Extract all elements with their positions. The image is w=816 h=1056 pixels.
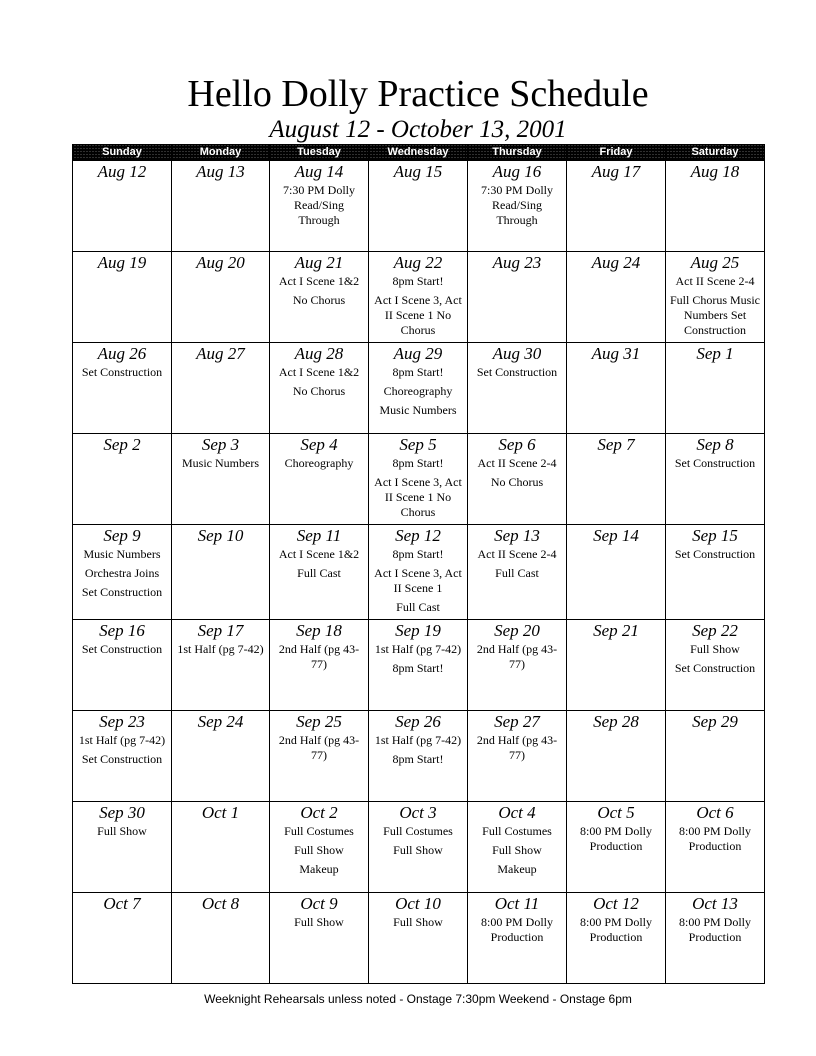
day-event: 1st Half (pg 7-42) — [78, 733, 166, 747]
day-event: 8pm Start! — [392, 752, 444, 766]
day-cell — [666, 802, 765, 893]
day-event: Full Chorus Music Numbers Set Construction — [669, 293, 760, 337]
day-event: Act I Scene 3, Act II Scene 1 No Chorus — [374, 475, 462, 519]
day-date: Sep 29 — [692, 712, 738, 731]
day-date: Sep 11 — [296, 526, 342, 545]
day-date: Oct 3 — [399, 803, 437, 822]
day-cell — [468, 711, 567, 802]
day-cell — [567, 252, 666, 343]
day-date: Aug 31 — [591, 344, 641, 363]
day-event: 8:00 PM Dolly Production — [678, 824, 751, 853]
day-event: Set Construction — [476, 365, 558, 379]
day-event: Choreography — [284, 456, 354, 470]
day-date: Sep 25 — [296, 712, 342, 731]
weekday-header: Monday — [172, 144, 270, 161]
day-date: Aug 29 — [393, 344, 443, 363]
day-date: Sep 8 — [696, 435, 734, 454]
day-cell — [172, 434, 270, 525]
day-cell — [270, 343, 369, 434]
day-cell — [666, 343, 765, 434]
day-date: Sep 30 — [99, 803, 145, 822]
day-date: Sep 7 — [597, 435, 635, 454]
day-date: Sep 26 — [395, 712, 441, 731]
day-date: Sep 1 — [696, 344, 734, 363]
day-cell — [369, 161, 468, 252]
day-cell — [270, 711, 369, 802]
day-event: Full Costumes — [383, 824, 453, 838]
day-date: Aug 17 — [591, 162, 641, 181]
day-date: Aug 18 — [690, 162, 740, 181]
day-event: Full Show — [690, 642, 740, 656]
day-event: 8pm Start! — [392, 274, 444, 288]
week-row — [73, 161, 765, 252]
day-event: 8:00 PM Dolly Production — [579, 824, 652, 853]
day-cell — [369, 620, 468, 711]
day-cell — [172, 343, 270, 434]
day-event: 2nd Half (pg 43-77) — [476, 733, 558, 762]
day-date: Aug 19 — [97, 253, 147, 272]
day-date: Sep 15 — [692, 526, 738, 545]
day-cell — [468, 343, 567, 434]
day-cell — [369, 711, 468, 802]
day-cell — [73, 893, 172, 984]
day-date: Aug 26 — [97, 344, 147, 363]
day-event: No Chorus — [490, 475, 544, 489]
day-cell — [73, 802, 172, 893]
day-event: Set Construction — [81, 365, 163, 379]
day-cell — [172, 802, 270, 893]
day-date: Sep 17 — [197, 621, 244, 640]
day-cell — [567, 161, 666, 252]
day-date: Sep 22 — [692, 621, 738, 640]
day-event: Makeup — [497, 862, 537, 876]
day-event: Act I Scene 1&2 — [278, 365, 360, 379]
day-cell — [468, 161, 567, 252]
weekday-header-row — [73, 144, 765, 161]
day-cell — [666, 525, 765, 620]
weekday-header: Tuesday — [270, 144, 369, 161]
day-date: Aug 27 — [196, 344, 245, 363]
weekday-header: Thursday — [468, 144, 567, 161]
day-date: Sep 4 — [300, 435, 338, 454]
day-cell — [73, 343, 172, 434]
day-date: Sep 24 — [197, 712, 244, 731]
day-cell — [172, 161, 270, 252]
day-date: Aug 15 — [393, 162, 443, 181]
schedule-calendar — [72, 144, 765, 984]
day-date: Sep 2 — [103, 435, 141, 454]
day-cell — [270, 161, 369, 252]
day-date: Oct 12 — [593, 894, 639, 913]
day-date: Oct 5 — [597, 803, 635, 822]
day-date: Aug 14 — [294, 162, 344, 181]
day-cell — [369, 802, 468, 893]
day-date: Oct 13 — [692, 894, 738, 913]
day-event: Set Construction — [81, 642, 163, 656]
day-event: Full Cast — [297, 566, 341, 580]
day-event: 1st Half (pg 7-42) — [374, 642, 462, 656]
day-date: Aug 12 — [97, 162, 147, 181]
day-cell — [468, 252, 567, 343]
day-cell — [666, 620, 765, 711]
day-date: Aug 13 — [196, 162, 245, 181]
day-cell — [666, 252, 765, 343]
day-date: Aug 30 — [492, 344, 542, 363]
day-event: Set Construction — [674, 456, 756, 470]
day-date: Aug 21 — [294, 253, 344, 272]
day-cell — [468, 434, 567, 525]
day-cell — [172, 711, 270, 802]
day-event: Full Costumes — [482, 824, 552, 838]
day-event: 8pm Start! — [392, 456, 444, 470]
day-date: Aug 25 — [690, 253, 740, 272]
day-event: Full Costumes — [284, 824, 354, 838]
day-date: Oct 7 — [103, 894, 141, 913]
day-date: Sep 13 — [494, 526, 540, 545]
day-date: Sep 12 — [395, 526, 441, 545]
day-event: Makeup — [299, 862, 339, 876]
day-cell — [666, 161, 765, 252]
day-cell — [73, 620, 172, 711]
day-date: Oct 9 — [300, 894, 338, 913]
day-event: 1st Half (pg 7-42) — [177, 642, 264, 656]
day-date: Sep 27 — [494, 712, 540, 731]
day-cell — [73, 711, 172, 802]
day-cell — [567, 711, 666, 802]
day-cell — [567, 893, 666, 984]
day-event: 2nd Half (pg 43-77) — [278, 642, 360, 671]
day-date: Aug 28 — [294, 344, 344, 363]
day-event: Act II Scene 2-4 — [477, 547, 557, 561]
day-cell — [369, 525, 468, 620]
day-date: Sep 19 — [395, 621, 441, 640]
day-date: Sep 6 — [498, 435, 536, 454]
day-event: Set Construction — [674, 661, 756, 675]
day-event: 8:00 PM Dolly Production — [480, 915, 553, 944]
page-title: Hello Dolly Practice Schedule — [187, 73, 649, 115]
day-date: Sep 28 — [593, 712, 639, 731]
day-date: Sep 14 — [593, 526, 639, 545]
day-cell — [270, 525, 369, 620]
day-event: 7:30 PM Dolly Read/Sing Through — [480, 183, 553, 227]
day-date: Sep 5 — [399, 435, 437, 454]
day-date: Sep 21 — [593, 621, 639, 640]
weekday-header: Saturday — [666, 144, 765, 161]
day-date: Sep 9 — [103, 526, 141, 545]
day-cell — [172, 252, 270, 343]
day-cell — [567, 343, 666, 434]
day-cell — [270, 802, 369, 893]
day-event: 8:00 PM Dolly Production — [579, 915, 652, 944]
day-event: Act I Scene 3, Act II Scene 1 — [374, 566, 462, 595]
day-date: Sep 3 — [201, 435, 240, 454]
weekday-header: Friday — [567, 144, 666, 161]
day-date: Sep 10 — [197, 526, 244, 545]
day-event: Choreography — [383, 384, 453, 398]
week-row — [73, 252, 765, 343]
day-cell — [270, 620, 369, 711]
day-event: No Chorus — [292, 293, 346, 307]
day-date: Oct 10 — [395, 894, 441, 913]
day-event: Full Show — [97, 824, 147, 838]
day-event: 2nd Half (pg 43-77) — [278, 733, 360, 762]
week-row — [73, 343, 765, 434]
day-date: Aug 16 — [492, 162, 542, 181]
day-cell — [172, 525, 270, 620]
day-event: Act II Scene 2-4 — [477, 456, 557, 470]
day-event: Full Cast — [396, 600, 440, 614]
day-event: No Chorus — [292, 384, 346, 398]
rehearsal-note-footer: Weeknight Rehearsals unless noted - Onstage 7:30pm Weekend - Onstage 6pm — [204, 992, 632, 1006]
day-date: Oct 2 — [300, 803, 338, 822]
weekday-header: Sunday — [73, 144, 172, 161]
day-date: Sep 16 — [99, 621, 145, 640]
day-date: Oct 6 — [696, 803, 734, 822]
day-event: 1st Half (pg 7-42) — [374, 733, 462, 747]
day-cell — [73, 434, 172, 525]
week-row — [73, 893, 765, 984]
day-cell — [73, 161, 172, 252]
day-cell — [468, 802, 567, 893]
day-event: Act I Scene 1&2 — [278, 274, 360, 288]
day-cell — [567, 525, 666, 620]
day-date: Sep 20 — [494, 621, 540, 640]
day-event: Full Show — [393, 843, 443, 857]
day-date: Oct 8 — [201, 894, 240, 913]
day-event: 2nd Half (pg 43-77) — [476, 642, 558, 671]
day-event: Full Show — [294, 915, 344, 929]
day-cell — [270, 893, 369, 984]
day-date: Oct 4 — [498, 803, 536, 822]
day-event: Act I Scene 1&2 — [278, 547, 360, 561]
day-cell — [567, 620, 666, 711]
day-event: Music Numbers — [379, 403, 457, 417]
day-event: Orchestra Joins — [84, 566, 160, 580]
day-cell — [666, 434, 765, 525]
weekday-header: Wednesday — [369, 144, 468, 161]
day-date: Oct 1 — [201, 803, 240, 822]
day-event: 8:00 PM Dolly Production — [678, 915, 751, 944]
day-date: Sep 23 — [99, 712, 145, 731]
day-cell — [666, 893, 765, 984]
day-event: Music Numbers — [182, 456, 259, 470]
week-row — [73, 434, 765, 525]
day-event: Full Cast — [495, 566, 539, 580]
day-event: Set Construction — [81, 752, 163, 766]
day-cell — [468, 525, 567, 620]
day-cell — [468, 620, 567, 711]
day-cell — [172, 620, 270, 711]
day-event: 8pm Start! — [392, 547, 444, 561]
day-event: Set Construction — [81, 585, 163, 599]
day-cell — [567, 434, 666, 525]
week-row — [73, 525, 765, 620]
day-cell — [567, 802, 666, 893]
week-row — [73, 802, 765, 893]
day-event: 8pm Start! — [392, 365, 444, 379]
day-date: Oct 11 — [494, 894, 540, 913]
day-event: Full Show — [294, 843, 344, 857]
day-cell — [369, 434, 468, 525]
day-date: Aug 22 — [393, 253, 443, 272]
day-cell — [666, 711, 765, 802]
day-event: 8pm Start! — [392, 661, 444, 675]
day-event: Full Show — [393, 915, 443, 929]
day-event: Act II Scene 2-4 — [675, 274, 755, 288]
day-cell — [369, 252, 468, 343]
day-cell — [172, 893, 270, 984]
day-date: Aug 23 — [492, 253, 542, 272]
day-cell — [369, 893, 468, 984]
day-cell — [73, 525, 172, 620]
day-cell — [468, 893, 567, 984]
week-row — [73, 711, 765, 802]
date-range-subtitle: August 12 - October 13, 2001 — [269, 116, 567, 143]
day-event: Full Show — [492, 843, 542, 857]
day-cell — [73, 252, 172, 343]
day-date: Aug 24 — [591, 253, 641, 272]
day-event: Act I Scene 3, Act II Scene 1 No Chorus — [374, 293, 462, 337]
day-date: Aug 20 — [196, 253, 245, 272]
day-event: Set Construction — [674, 547, 756, 561]
day-cell — [270, 434, 369, 525]
week-row — [73, 620, 765, 711]
day-cell — [369, 343, 468, 434]
day-event: Music Numbers — [83, 547, 161, 561]
day-event: 7:30 PM Dolly Read/Sing Through — [282, 183, 355, 227]
day-date: Sep 18 — [296, 621, 342, 640]
day-cell — [270, 252, 369, 343]
